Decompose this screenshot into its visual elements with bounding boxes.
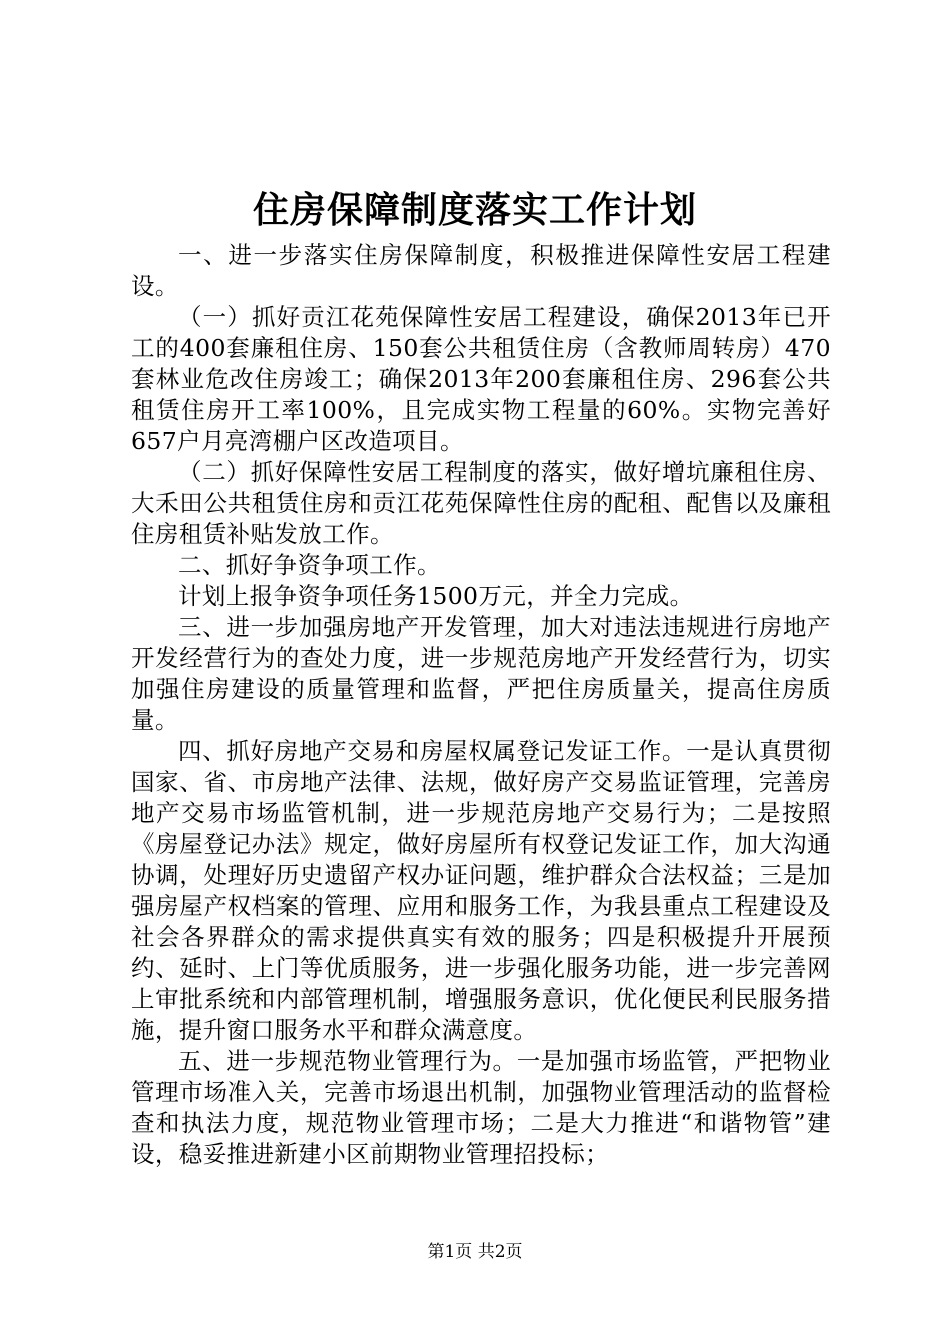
paragraph-section-1-item-1: （一）抓好贡江花苑保障性安居工程建设，确保2013年已开工的400套廉租住房、150套公共租赁住房（含教师周转房）470套林业危改住房竣工；确保2013年200套廉租住房、296套公共租赁住房开工率100%，且完成实物工程量的60%。实物完善好657户月亮湾棚户区改造项目。 bbox=[131, 303, 831, 455]
page-number-footer: 第1页 共2页 bbox=[427, 1242, 523, 1262]
paragraph-section-2: 二、抓好争资争项工作。 bbox=[178, 551, 441, 579]
paragraph-section-5: 五、进一步规范物业管理行为。一是加强市场监管，严把物业管理市场准入关，完善市场退出机制，加强物业管理活动的监督检查和执法力度，规范物业管理市场；二是大力推进“和谐物管”建设，稳妥推进新建小区前期物业管理招投标； bbox=[131, 1047, 831, 1168]
paragraph-section-3: 三、进一步加强房地产开发管理，加大对违法违规进行房地产开发经营行为的查处力度，进一步规范房地产开发经营行为，切实加强住房建设的质量管理和监督，严把住房质量关，提高住房质量。 bbox=[131, 613, 831, 734]
paragraph-section-4: 四、抓好房地产交易和房屋权属登记发证工作。一是认真贯彻国家、省、市房地产法律、法规，做好房产交易监证管理，完善房地产交易市场监管机制，进一步规范房地产交易行为；二是按照《房屋登记办法》规定，做好房屋所有权登记发证工作，加大沟通协调，处理好历史遗留产权办证问题，维护群众合法权益；三是加强房屋产权档案的管理、应用和服务工作，为我县重点工程建设及社会各界群众的需求提供真实有效的服务；四是积极提升开展预约、延时、上门等优质服务，进一步强化服务功能，进一步完善网上审批系统和内部管理机制，增强服务意识，优化便民利民服务措施，提升窗口服务水平和群众满意度。 bbox=[131, 737, 831, 1044]
document-title: 住房保障制度落实工作计划 bbox=[252, 189, 697, 231]
paragraph-section-2-detail: 计划上报争资争项任务1500万元，并全力完成。 bbox=[178, 582, 694, 610]
paragraph-section-1: 一、进一步落实住房保障制度，积极推进保障性安居工程建设。 bbox=[131, 241, 831, 300]
paragraph-section-1-item-2: （二）抓好保障性安居工程制度的落实，做好增坑廉租住房、大禾田公共租赁住房和贡江花苑保障性住房的配租、配售以及廉租住房租赁补贴发放工作。 bbox=[131, 458, 831, 548]
document-body bbox=[131, 240, 831, 1170]
